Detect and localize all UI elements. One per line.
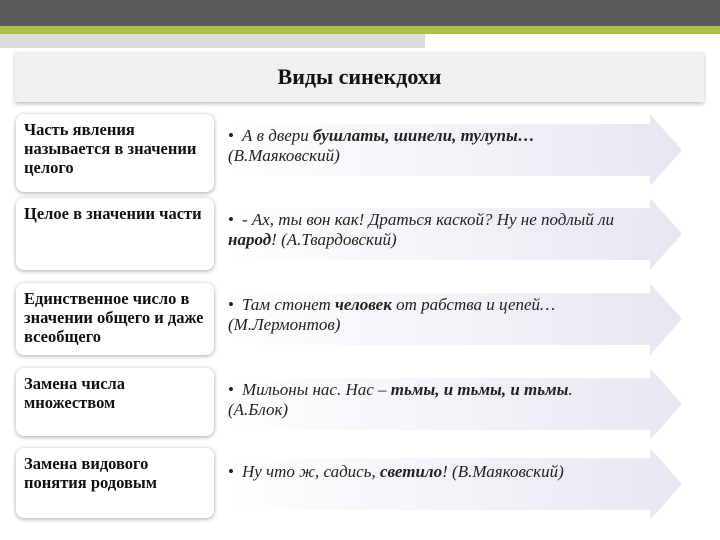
type-label-4: Замена числа множеством — [16, 368, 214, 436]
top-accent-stripe — [0, 26, 720, 34]
sub-bar — [0, 34, 425, 48]
example-text-4: • Мильоны нас. Нас – тьмы, и тьмы, и тьмы. (А.Блок) — [228, 380, 573, 419]
example-text-5: • Ну что ж, садись, светило! (В.Маяковский) — [228, 462, 564, 481]
bullet-icon: • — [228, 462, 234, 481]
example-text-2: • - Ах, ты вон как! Драться каской? Ну не подлый ли народ! (А.Твардовский) — [228, 210, 614, 249]
type-label-2: Целое в значении части — [16, 198, 214, 270]
type-label-5: Замена видового понятия родовым — [16, 448, 214, 518]
bullet-icon: • — [228, 295, 234, 314]
type-label-3: Единственное число в значении общего и даже всеобщего — [16, 283, 214, 355]
bullet-icon: • — [228, 210, 234, 229]
example-text-3: • Там стонет человек от рабства и цепей… (М.Лермонтов) — [228, 295, 556, 334]
example-arrow-5 — [224, 448, 682, 520]
slide-title: Виды синекдохи — [277, 64, 442, 89]
bullet-icon: • — [228, 126, 234, 145]
bullet-icon: • — [228, 380, 234, 399]
example-text-1: • А в двери бушлаты, шинели, тулупы… (В.Маяковский) — [228, 126, 535, 165]
title-box — [15, 52, 704, 102]
type-label-1: Часть явления называется в значении целого — [16, 114, 214, 192]
top-bar — [0, 0, 720, 26]
